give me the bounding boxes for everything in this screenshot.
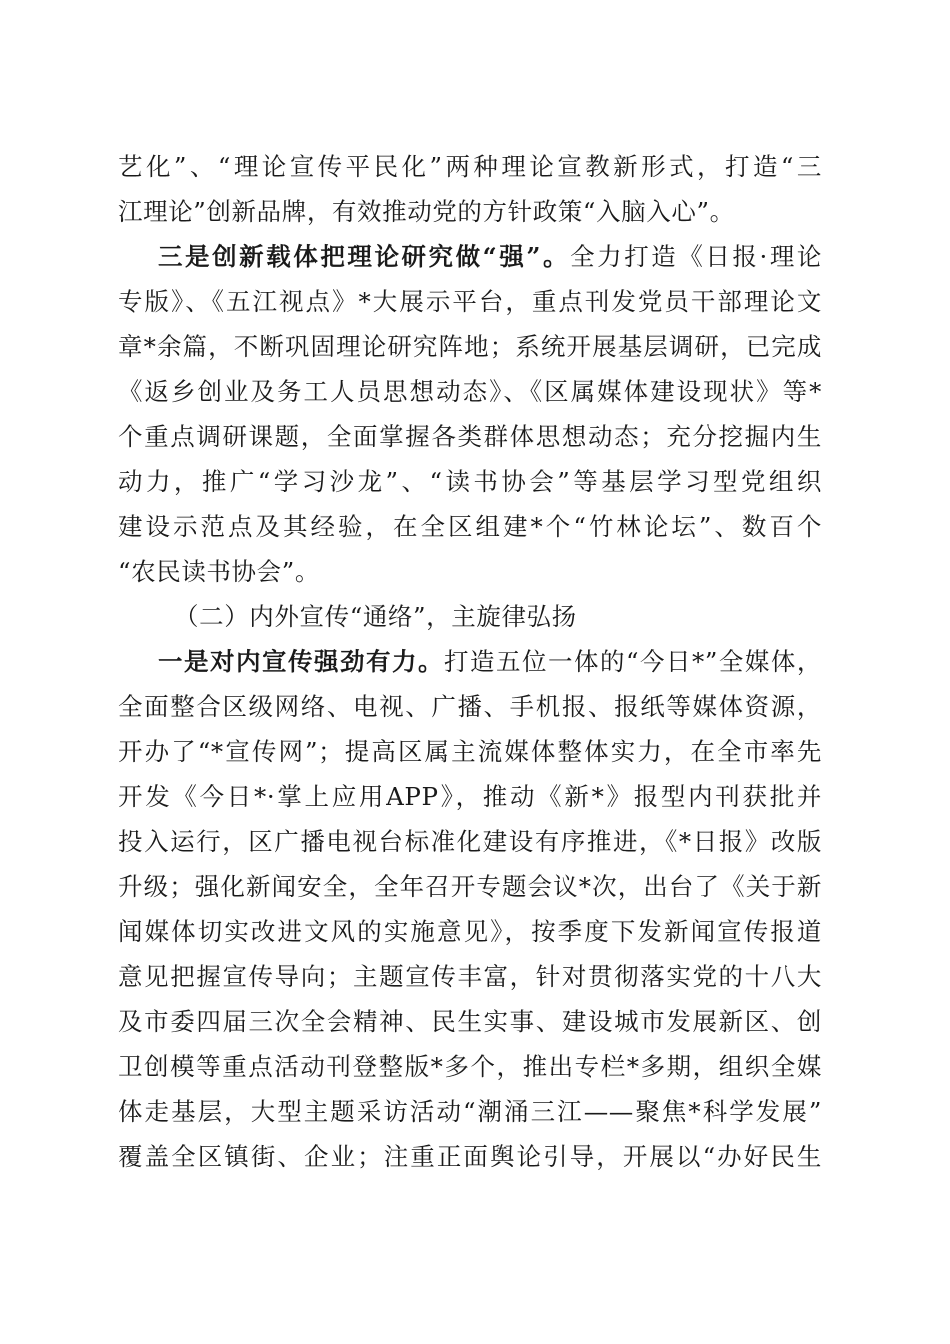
text-line: 卫创模等重点活动刊登整版*多个，推出专栏*多期，组织全媒 — [118, 1052, 822, 1081]
text-line: 江理论”创新品牌，有效推动党的方针政策“入脑入心”。 — [118, 197, 735, 226]
text-line: 动力，推广“学习沙龙”、“读书协会”等基层学习型党组织 — [118, 467, 822, 496]
text-line: 全面整合区级网络、电视、广播、手机报、报纸等媒体资源， — [118, 692, 822, 721]
text-line: 覆盖全区镇街、企业；注重正面舆论引导，开展以“办好民生 — [118, 1142, 822, 1171]
text-line: 开办了“*宣传网”；提高区属主流媒体整体实力，在全市率先 — [118, 737, 822, 766]
text-line: 升级；强化新闻安全，全年召开专题会议*次，出台了《关于新 — [118, 872, 822, 901]
text-line: 体走基层，大型主题采访活动“潮涌三江——聚焦*科学发展” — [118, 1097, 822, 1126]
document-body — [118, 144, 822, 1179]
text-line: 投入运行，区广播电视台标准化建设有序推进，《*日报》改版 — [118, 827, 822, 856]
text-line: 建设示范点及其经验，在全区组建*个“竹林论坛”、数百个 — [118, 512, 822, 541]
paragraph-lead: 三是创新载体把理论研究做“强”。 — [158, 242, 571, 271]
paragraph-lead: 一是对内宣传强劲有力。 — [158, 647, 444, 676]
text-span: 打造五位一体的“今日*”全媒体， — [444, 647, 822, 676]
text-line: 艺化”、“理论宣传平民化”两种理论宣教新形式，打造“三 — [118, 152, 822, 181]
text-line: 闻媒体切实改进文风的实施意见》，按季度下发新闻宣传报道 — [118, 917, 822, 946]
text-line — [118, 639, 822, 684]
text-line: 意见把握宣传导向；主题宣传丰富，针对贯彻落实党的十八大 — [118, 962, 822, 991]
text-line — [118, 234, 822, 279]
text-line: 章*余篇，不断巩固理论研究阵地；系统开展基层调研，已完成 — [118, 332, 822, 361]
text-line: 专版》、《五江视点》*大展示平台，重点刊发党员干部理论文 — [118, 287, 822, 316]
text-line: 开发《今日*·掌上应用APP》，推动《新*》报型内刊获批并 — [118, 782, 822, 811]
text-line: 及市委四届三次全会精神、民生实事、建设城市发展新区、创 — [118, 1007, 822, 1036]
text-line: “农民读书协会”。 — [118, 557, 320, 586]
section-heading: （二）内外宣传“通络”，主旋律弘扬 — [174, 602, 577, 631]
text-line: 《返乡创业及务工人员思想动态》、《区属媒体建设现状》等* — [118, 377, 822, 406]
text-span: 全力打造《日报·理论 — [570, 242, 822, 271]
text-line: 个重点调研课题，全面掌握各类群体思想动态；充分挖掘内生 — [118, 422, 822, 451]
